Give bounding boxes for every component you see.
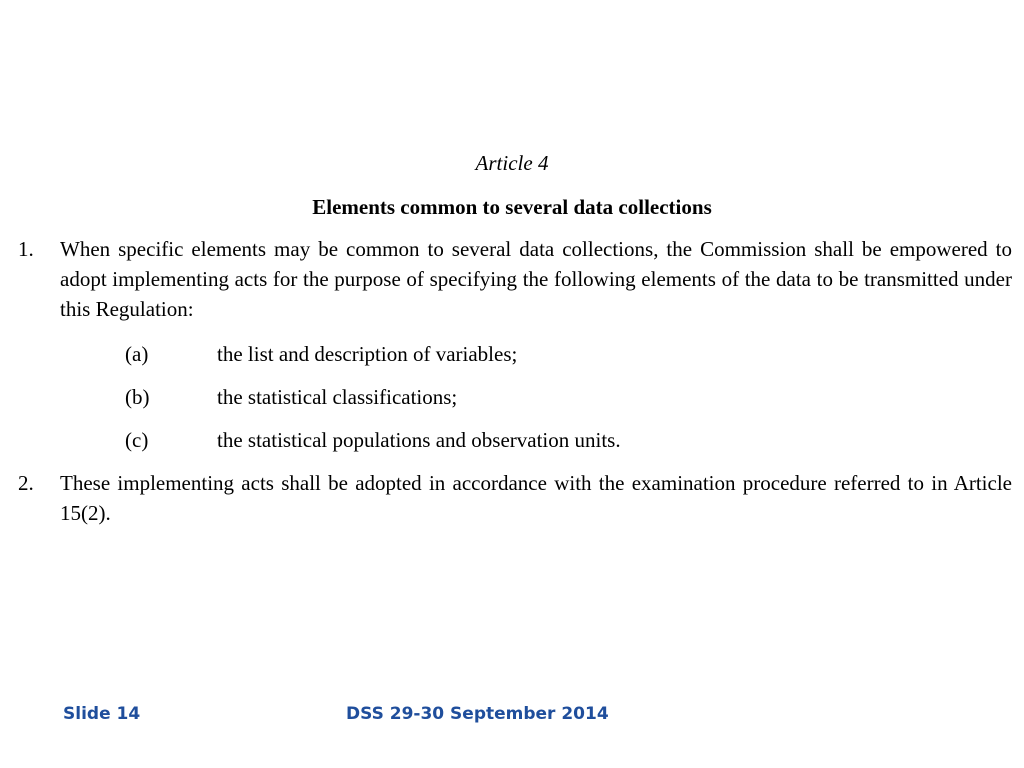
article-number: Article 4 bbox=[475, 151, 549, 175]
paragraph-text: When specific elements may be common to several data collections, the Commission shall be empowered to adopt implementing acts for the purpose of specifying the following elements of the data to be transmitted under this Regulation: bbox=[60, 237, 1012, 321]
subitem-text: the statistical populations and observation units. bbox=[217, 428, 621, 452]
subitem-letter: (c) bbox=[125, 428, 149, 452]
footer-event-date: DSS 29-30 September 2014 bbox=[346, 704, 609, 724]
paragraph-number: 1. bbox=[18, 237, 34, 261]
paragraph-1 bbox=[18, 234, 1012, 324]
subitem-letter: (b) bbox=[125, 385, 150, 409]
subitem-text: the list and description of variables; bbox=[217, 342, 518, 366]
article-title: Elements common to several data collections bbox=[312, 195, 712, 219]
paragraph-text: These implementing acts shall be adopted in accordance with the examination procedure referred to in Article 15(2). bbox=[60, 471, 1012, 525]
paragraph-number: 2. bbox=[18, 471, 34, 495]
subitem-text: the statistical classifications; bbox=[217, 385, 458, 409]
footer-slide-number: Slide 14 bbox=[63, 704, 141, 724]
paragraph-2 bbox=[18, 468, 1012, 528]
subitem-letter: (a) bbox=[125, 342, 149, 366]
